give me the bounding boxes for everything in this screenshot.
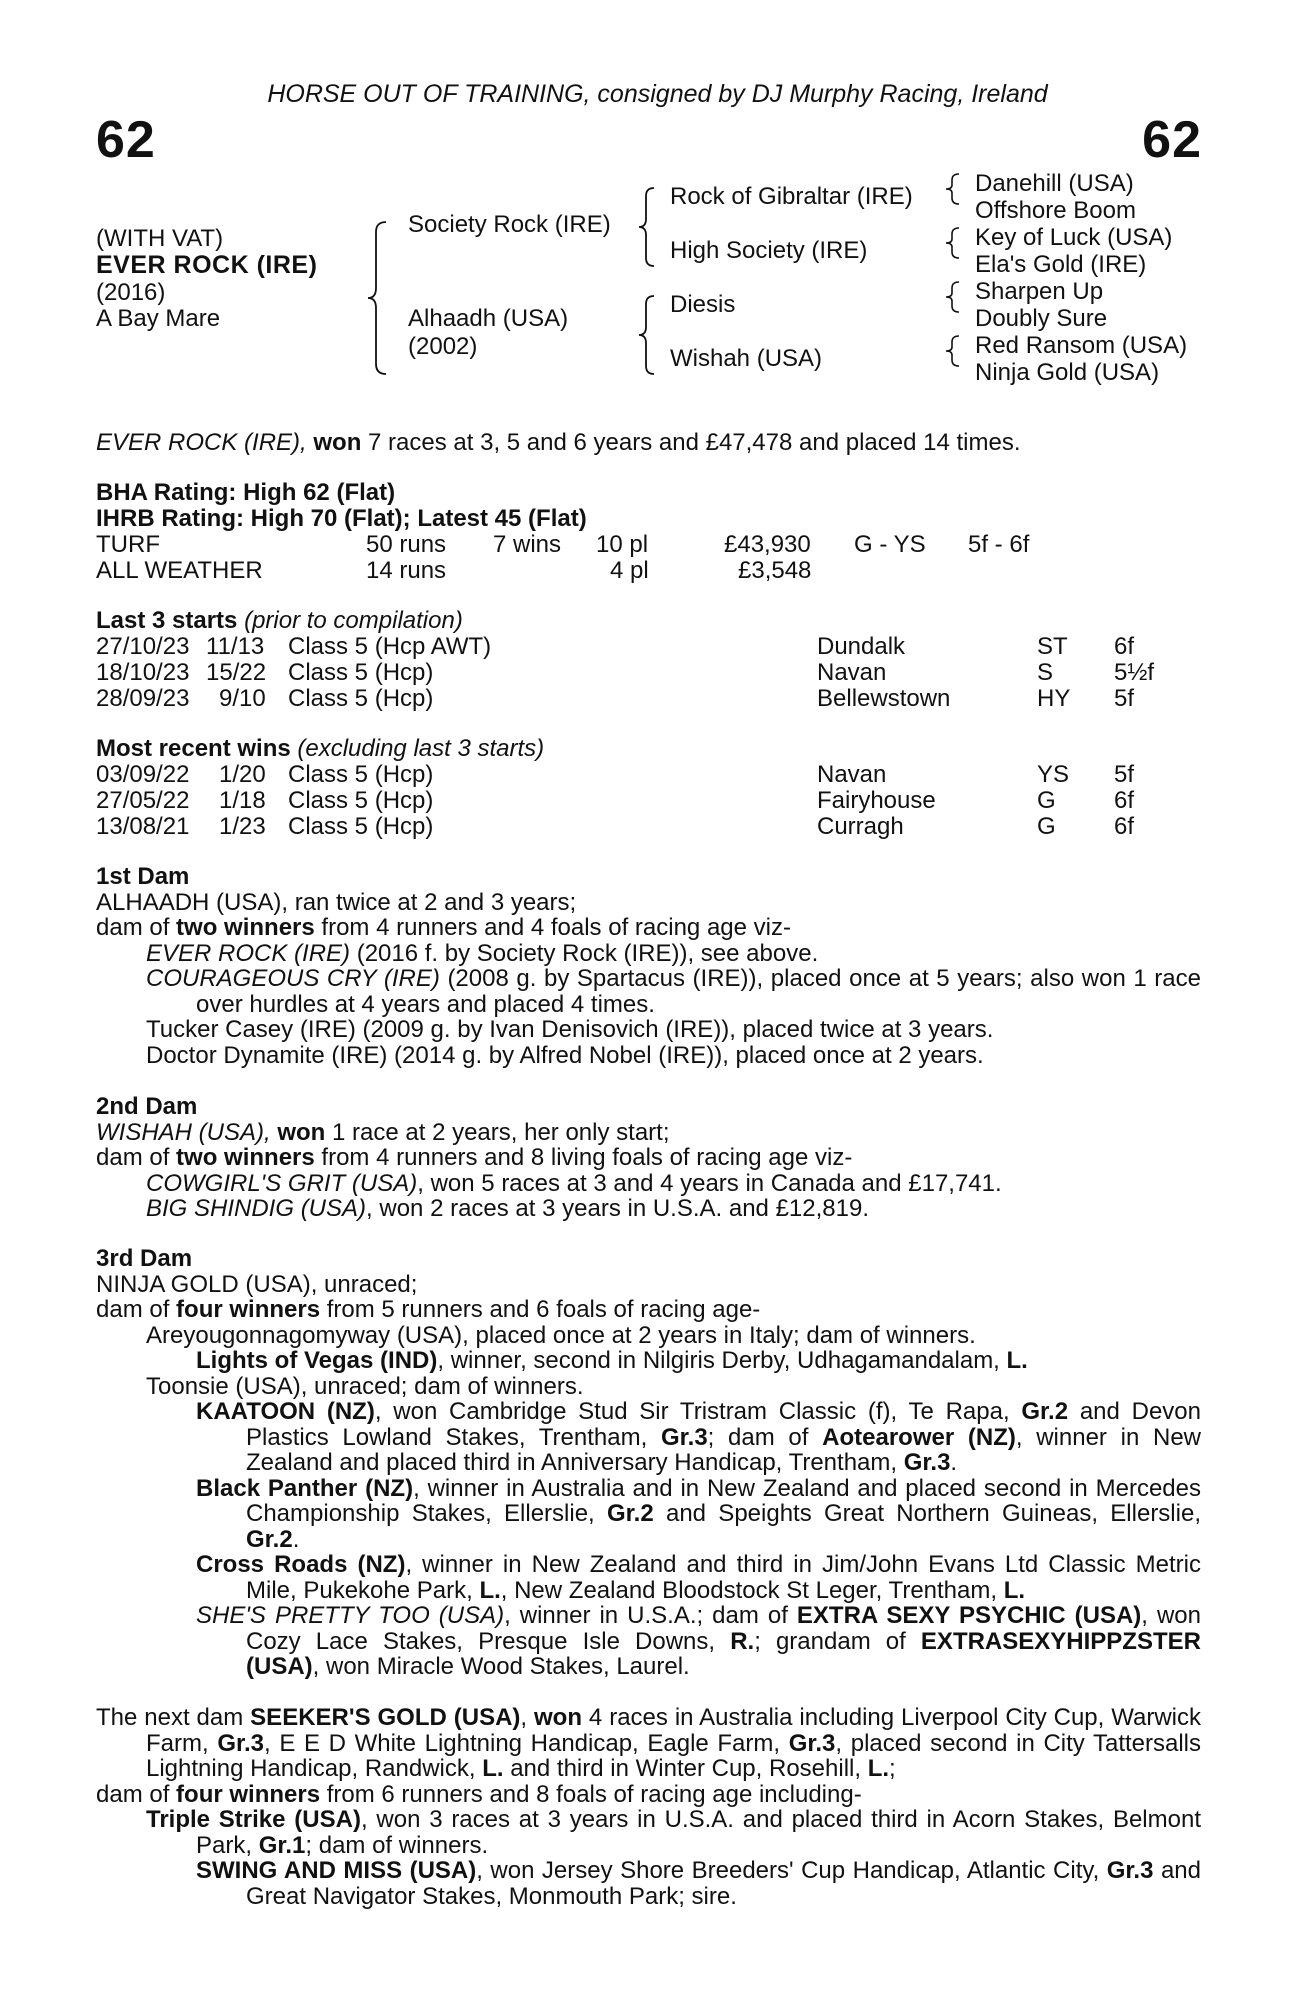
- table-cell: Fairyhouse: [817, 787, 936, 814]
- horse-name: EVER ROCK (IRE): [96, 251, 318, 279]
- table-cell: 5f: [1114, 685, 1135, 712]
- pedigree-sire-dam: High Society (IRE): [670, 237, 868, 264]
- lot-number-left: 62: [96, 111, 156, 169]
- table-cell: 14 runs: [366, 557, 447, 584]
- table-cell: Navan: [817, 761, 887, 788]
- pedigree-brace-sire: [637, 186, 657, 268]
- third-dam-section: 3rd Dam NINJA GOLD (USA), unraced; dam of four winners from 5 runners and 6 foals of racing age- Areyougonnagomyway (USA), placed once at 2 years in Italy; dam of winners. Lights of Vegas (IND), winner, second in Nilgiris Derby, Udhagamandalam, L. Toonsie (USA), unraced; dam of winners. KAATOON (NZ), won Cambridge Stud Sir Tristram Classic (f), Te Rapa, Gr.2 and Devon Plastics Lowland Stakes, Trentham, Gr.3; dam of Aotearower (NZ), winner in New Zealand and placed third in Anniversary Handicap, Trentham, Gr.3. Black Panther (NZ), winner in Australia and in New Zealand and placed second in Mercedes Championship Stakes, Ellerslie, Gr.2 and Speights Great Northern Guineas, Ellerslie, Gr.2. Cross Roads (NZ), winner in New Zealand and third in Jim/John Evans Ltd Classic Metric Mile, Pukekohe Park, L., New Zealand Bloodstock St Leger, Trentham, L. SHE'S PRETTY TOO (USA), winner in U.S.A.; dam of EXTRA SEXY PSYCHIC (USA), won Cozy Lace Stakes, Presque Isle Downs, R.; grandam of EXTRASEXYHIPPZSTER (USA), won Miracle Wood Stakes, Laurel.: [96, 1245, 1202, 1680]
- table-cell: ALL WEATHER: [96, 557, 263, 584]
- section-heading: 2nd Dam: [96, 1093, 198, 1120]
- last-starts-heading: Last 3 starts (prior to compilation): [96, 607, 463, 634]
- table-cell: Class 5 (Hcp AWT): [288, 633, 492, 660]
- table-cell: Dundalk: [817, 633, 906, 660]
- horse-year: (2016): [96, 279, 166, 306]
- pedigree-brace-main: [366, 220, 390, 376]
- table-cell: 11/13: [206, 633, 265, 660]
- table-cell: ST: [1037, 633, 1068, 660]
- first-dam-section: 1st Dam ALHAADH (USA), ran twice at 2 and 3 years; dam of two winners from 4 runners and 4 foals of racing age viz- EVER ROCK (IRE) (2016 f. by Society Rock (IRE)), see above. COURAGEOUS CRY (IRE) (2008 g. by Spartacus (IRE)), placed once at 5 years; also won 1 race over hurdles at 4 years and placed 4 times. Tucker Casey (IRE) (2009 g. by Ivan Denisovich (IRE)), placed twice at 3 years. Doctor Dynamite (IRE) (2014 g. by Alfred Nobel (IRE)), placed once at 2 years.: [96, 863, 1201, 1069]
- pedigree-brace-gg1: [944, 172, 962, 206]
- table-cell: £3,548: [738, 557, 812, 584]
- table-cell: 4 pl: [610, 557, 649, 584]
- pedigree-brace-dam: [637, 294, 657, 376]
- table-cell: 6f: [1114, 813, 1135, 840]
- pedigree-brace-gg3: [944, 280, 962, 314]
- last-starts-table: [96, 634, 1196, 712]
- pedigree-ggp: Key of Luck (USA): [975, 224, 1173, 251]
- table-cell: 28/09/23: [96, 685, 190, 712]
- table-cell: £43,930: [724, 531, 811, 558]
- table-cell: TURF: [96, 531, 160, 558]
- table-cell: Class 5 (Hcp): [288, 761, 434, 788]
- table-cell: G: [1037, 813, 1056, 840]
- table-cell: Class 5 (Hcp): [288, 685, 434, 712]
- table-cell: G - YS: [854, 531, 926, 558]
- bha-rating: BHA Rating: High 62 (Flat): [96, 479, 396, 506]
- pedigree-dam-year: (2002): [408, 333, 478, 360]
- page-header: HORSE OUT OF TRAINING, consigned by DJ Murphy Racing, Ireland: [267, 80, 1048, 108]
- pedigree-sire-sire: Rock of Gibraltar (IRE): [670, 183, 913, 210]
- table-cell: 50 runs: [366, 531, 447, 558]
- table-cell: 9/10: [219, 685, 266, 712]
- table-cell: YS: [1037, 761, 1070, 788]
- recent-wins-table: [96, 762, 1196, 840]
- table-cell: Class 5 (Hcp): [288, 659, 434, 686]
- table-cell: HY: [1037, 685, 1071, 712]
- table-cell: 13/08/21: [96, 813, 190, 840]
- table-cell: 15/22: [206, 659, 267, 686]
- horse-description: A Bay Mare: [96, 305, 221, 332]
- pedigree-ggp: Danehill (USA): [975, 170, 1134, 197]
- table-cell: 1/23: [219, 813, 266, 840]
- table-cell: 5½f: [1114, 659, 1155, 686]
- table-cell: Bellewstown: [817, 685, 951, 712]
- pedigree-dam-dam: Wishah (USA): [670, 345, 823, 372]
- table-cell: 03/09/22: [96, 761, 190, 788]
- vat-note: (WITH VAT): [96, 225, 224, 252]
- pedigree-brace-gg4: [944, 334, 962, 368]
- table-cell: 6f: [1114, 787, 1135, 814]
- pedigree-ggp: Sharpen Up: [975, 278, 1104, 305]
- table-cell: 27/10/23: [96, 633, 190, 660]
- table-cell: Navan: [817, 659, 887, 686]
- table-cell: 10 pl: [596, 531, 649, 558]
- pedigree-ggp: Red Ransom (USA): [975, 332, 1188, 359]
- table-cell: 1/20: [219, 761, 266, 788]
- table-cell: Class 5 (Hcp): [288, 813, 434, 840]
- table-cell: 1/18: [219, 787, 266, 814]
- pedigree-sire: Society Rock (IRE): [408, 211, 611, 238]
- table-cell: 5f - 6f: [968, 531, 1030, 558]
- section-heading: 1st Dam: [96, 863, 190, 890]
- table-cell: Curragh: [817, 813, 904, 840]
- pedigree-ggp: Ninja Gold (USA): [975, 359, 1160, 386]
- lot-number-right: 62: [1142, 111, 1202, 169]
- next-dam-section: The next dam SEEKER'S GOLD (USA), won 4 races in Australia including Liverpool City Cup, Warwick Farm, Gr.3, E E D White Lightning Handicap, Eagle Farm, Gr.3, placed second in City Tattersalls Lightning Handicap, Randwick, L. and third in Winter Cup, Rosehill, L.; dam of four winners from 6 runners and 8 foals of racing age including- Triple Strike (USA), won 3 races at 3 years in U.S.A. and placed third in Acorn Stakes, Belmont Park, Gr.1; dam of winners. SWING AND MISS (USA), won Jersey Shore Breeders' Cup Handicap, Atlantic City, Gr.3 and Great Navigator Stakes, Monmouth Park; sire.: [96, 1704, 1202, 1910]
- pedigree-ggp: Ela's Gold (IRE): [975, 251, 1147, 278]
- recent-wins-heading: Most recent wins (excluding last 3 starts): [96, 735, 545, 762]
- pedigree-brace-gg2: [944, 226, 962, 260]
- pedigree-dam-sire: Diesis: [670, 291, 736, 318]
- table-cell: 5f: [1114, 761, 1135, 788]
- ratings-table: [96, 532, 1196, 584]
- table-cell: 7 wins: [493, 531, 562, 558]
- pedigree-dam: Alhaadh (USA): [408, 305, 569, 332]
- pedigree-ggp: Doubly Sure: [975, 305, 1108, 332]
- second-dam-section: 2nd Dam WISHAH (USA), won 1 race at 2 years, her only start; dam of two winners from 4 runners and 8 living foals of racing age viz- COWGIRL'S GRIT (USA), won 5 races at 3 and 4 years in Canada and £17,741. BIG SHINDIG (USA), won 2 races at 3 years in U.S.A. and £12,819.: [96, 1094, 1201, 1222]
- table-cell: S: [1037, 659, 1054, 686]
- table-cell: G: [1037, 787, 1056, 814]
- ihrb-rating: IHRB Rating: High 70 (Flat); Latest 45 (Flat): [96, 505, 587, 532]
- section-heading: 3rd Dam: [96, 1245, 193, 1272]
- table-cell: Class 5 (Hcp): [288, 787, 434, 814]
- table-cell: 6f: [1114, 633, 1135, 660]
- race-summary: EVER ROCK (IRE), won 7 races at 3, 5 and 6 years and £47,478 and placed 14 times.: [96, 429, 1021, 456]
- table-cell: 18/10/23: [96, 659, 190, 686]
- table-cell: 27/05/22: [96, 787, 190, 814]
- pedigree-ggp: Offshore Boom: [975, 197, 1136, 224]
